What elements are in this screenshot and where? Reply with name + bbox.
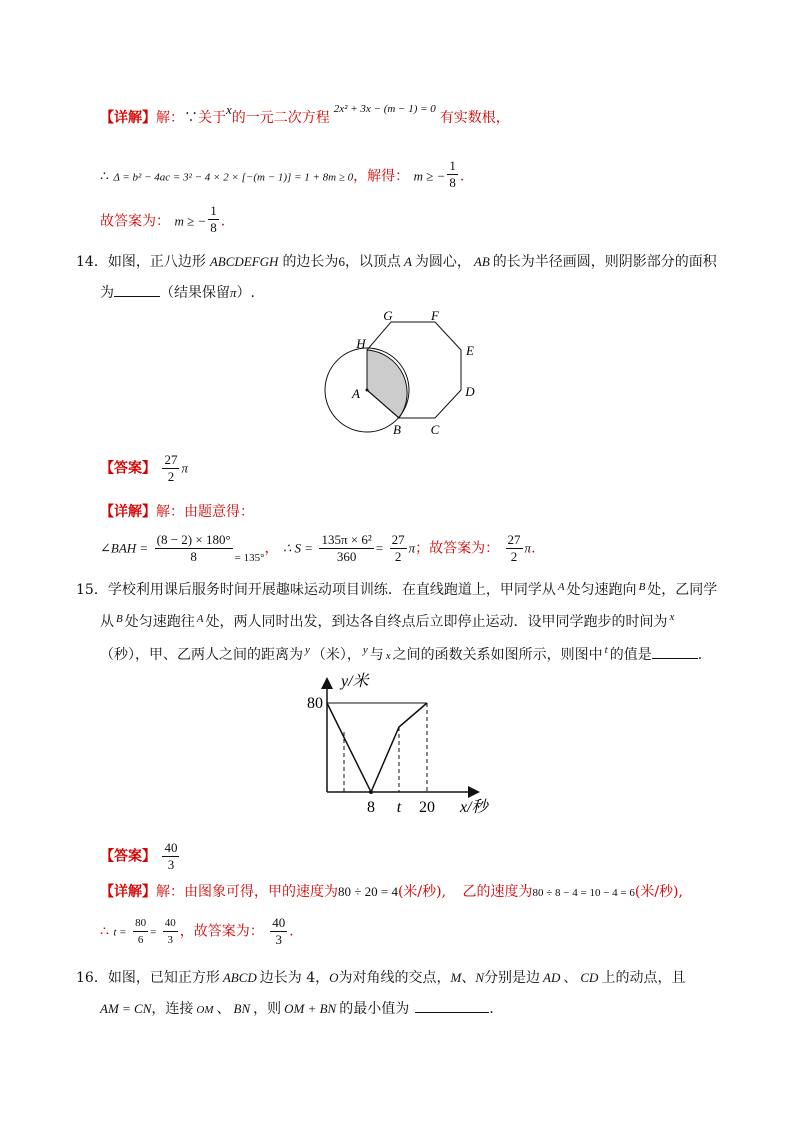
q13-detail-line: 【详解】解：∵关于x的一元二次方程$^{2x^2 + 3x - (m - 1) = 0}$有实数根，: [100, 102, 510, 126]
q15-solution-line: ∴ t = $\frac{80}{6}$ = $\frac{40}{3}$ ，故答案为： $\frac{40}{3}$ .: [100, 915, 294, 947]
q13-discriminant: Δ = b² − 4ac = 3² − 4 × 2 × [−(m − 1)] = 1 + 8m ≥ 0: [113, 171, 354, 184]
label-a: A: [352, 386, 360, 401]
q15-answer-fraction: $\frac{40}{3}$: [164, 840, 178, 872]
t-fraction: $\frac{80}{6}$: [135, 917, 147, 946]
answer-fraction-repeat: $\frac{27}{2}$: [507, 532, 521, 564]
q15-question-line2: 从 $^B$ 处匀速跑往 $^A$ 处，两人同时出发，到达各自终点后立即停止运动．设甲同学跑步的时间为 $^x$: [100, 611, 675, 630]
function-line: [327, 703, 427, 792]
q14-octagon-figure: [320, 308, 500, 438]
y-tick-80: 80: [307, 695, 323, 712]
x-axis-label: x/秒: [460, 799, 488, 816]
x-tick-8: 8: [367, 799, 375, 816]
q14-question-line2: 为 （结果保留π）.: [100, 282, 255, 303]
detail-tag: 【详解】: [100, 884, 156, 900]
label-f: F: [431, 308, 439, 323]
detail-tag: 【详解】: [100, 504, 156, 520]
t-answer-fraction: $\frac{40}{3}$: [272, 915, 286, 947]
point-8: [369, 790, 373, 794]
q15-function-graph: [305, 670, 505, 820]
q14-number: 14．: [76, 254, 108, 270]
answer-tag: 【答案】: [100, 848, 156, 865]
area-fraction: $\frac{\text{135π × 6²}}{360}$: [321, 532, 372, 564]
q14-detail-line: 【详解】解：由题意得：: [100, 504, 254, 520]
angle-fraction: $\frac{(8 - 2) \times 180^\circ}{8}$: [156, 532, 231, 564]
q13-fraction: $\frac{1}{8}$: [449, 158, 456, 190]
detail-tag: 【详解】: [100, 110, 156, 126]
answer-blank: [415, 998, 489, 1013]
label-b: B: [393, 422, 401, 437]
q16-question-line2: AM = CN，连接 OM 、 BN ，则 OM + BN 的最小值为 .: [100, 998, 494, 1020]
answer-tag: 【答案】: [100, 460, 156, 477]
answer-blank: [652, 644, 698, 659]
q13-discriminant-line: ∴ Δ = b² − 4ac = 3² − 4 × 2 × [−(m − 1)] = 1 + 8m ≥ 0，解得： m ≥ − $\frac{1}{8}$ .: [100, 158, 465, 190]
x-tick-20: 20: [419, 799, 435, 816]
label-h: H: [356, 336, 366, 351]
q14-answer-fraction: $\frac{27}{2}$: [164, 452, 178, 484]
center-point: [366, 389, 369, 392]
q14-answer-line: 【答案】 $\frac{27}{2}$ π: [100, 452, 188, 484]
q15-number: 15．: [76, 582, 108, 598]
q15-detail-line: 【详解】解：由图象可得，甲的速度为80 ÷ 20 = 4(米/秒), 乙的速度为80 ÷ 8 − 4 = 10 − 4 = 6(米/秒),: [100, 884, 683, 900]
q13-answer-fraction: $\frac{1}{8}$: [210, 203, 217, 235]
label-e: E: [466, 343, 474, 358]
label-c: C: [430, 422, 440, 437]
q14-question-line1: 14．如图，正八边形 ABCDEFGH 的边长为6，以顶点 A 为圆心， AB 的长为半径画圆，则阴影部分的面积: [76, 254, 717, 270]
q15-question-line3: （秒），甲、乙两人之间的距离为 $^y$ （米）， $^y$ 与 x 之间的函数关系如图所示，则图中 $^t$ 的值是 .: [100, 644, 703, 663]
y-axis-label: y/米: [341, 673, 369, 690]
q16-number: 16．: [76, 970, 108, 986]
result-fraction: $\frac{27}{2}$: [391, 532, 405, 564]
q16-question-line1: 16．如图，已知正方形 ABCD 边长为 4，O为对角线的交点，M、N分别是边 AD 、 CD 上的动点，且: [76, 970, 686, 986]
q15-answer-line: [100, 840, 181, 873]
x-tick-t: t: [396, 799, 402, 816]
label-d: D: [465, 384, 475, 399]
q13-answer-line: 故答案为： m ≥ − $\frac{1}{8}$ .: [100, 203, 226, 235]
q14-solution-line: ∠BAH = $\frac{(8 - 2) \times 180^\circ}{8}$ $_{= 135^\circ}$， ∴ S = $\frac{\text{135π × 6²}}{360}$ = $\frac{27}{2}$ π；故答案为： $\frac{27}{2}$ π.: [100, 532, 536, 564]
answer-blank: [114, 282, 160, 297]
label-g: G: [383, 308, 393, 323]
q13-equation: 2x² + 3x − (m − 1) = 0: [333, 103, 436, 115]
q15-question-line1: 15．学校利用课后服务时间开展趣味运动项目训练．在直线跑道上，甲同学从 $^A$ 处匀速跑向 $^B$ 处，乙同学: [76, 581, 718, 598]
t-result-fraction: $\frac{40}{3}$: [164, 917, 176, 946]
